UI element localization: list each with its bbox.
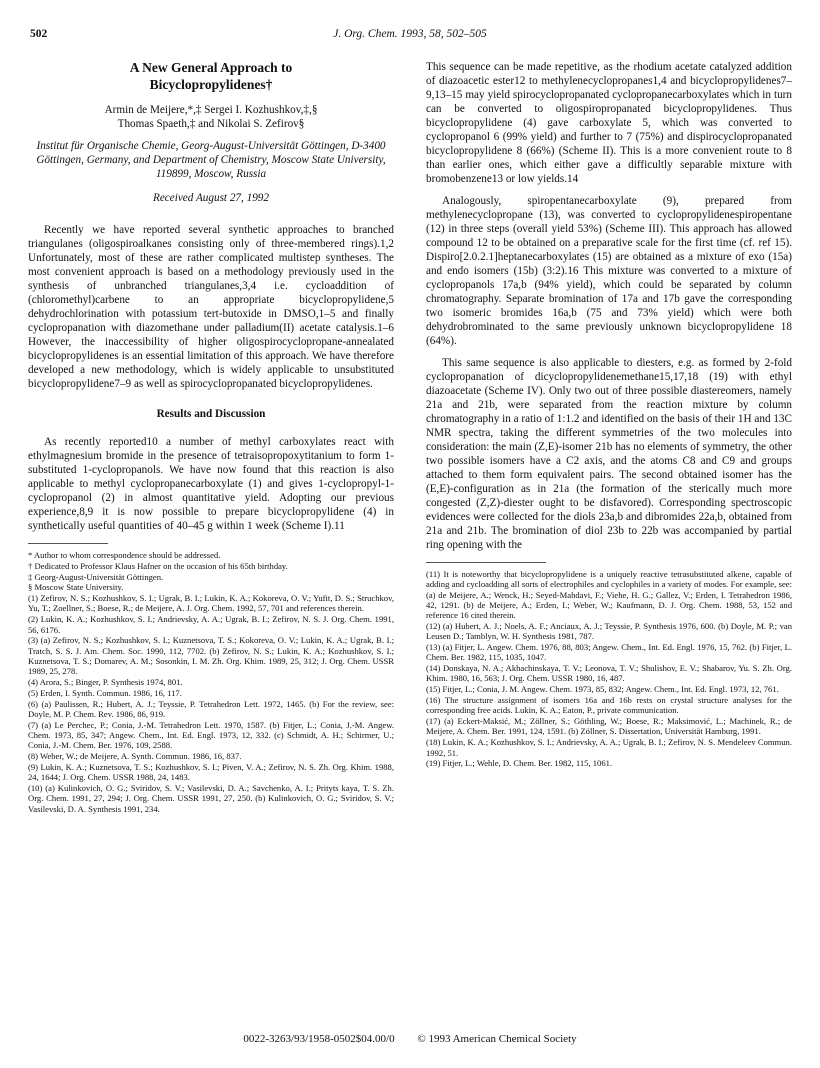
reference-item: (7) (a) Le Perchec, P.; Conia, J.-M. Tetrahedron Lett. 1970, 1587. (b) Fitjer, L.; Conia, J.-M. Angew. Chem. 1973, 85, 347; Angew. Chem., Int. Ed. Engl. 1973, 12, 332. (c) Schmidt, A. H.; Schirmer, U.; Conia, J.-M. Chem. Ber. 1976, 109, 2588. [28,719,394,751]
reference-item: (10) (a) Kulinkovich, O. G.; Sviridov, S. V.; Vasilevski, D. A.; Savchenko, A. I.; Prityts kaya, T. S. Zh. Org. Chem. 1991, 27, 294; J. Org. Chem. USSR 1991, 27, 250. (b) Kulinkovich, O. G.; Sviridov, S. V.; Vasilevski, D. A. Synthesis 1991, 234. [28,783,394,814]
authors-line-1: Armin de Meijere,*,‡ Sergei I. Kozhushkov,‡,§ [104,104,318,116]
body-paragraph: This same sequence is also applicable to diesters, e.g. as formed by 2-fold cyclopropanation of dicyclopropylidenemethane15,17,18 (19) with ethyl diazoacetate (Scheme IV). Only two out of three possible diastereomers, namely 21a and 21b, were separated from the reaction mixture by column chromatography in a ratio of 1:1.2 and identified on the basis of their 1H and 13C NMR spectra, taking the different symmetries of the two molecules into consideration: the main (Z,E)-isomer 21b has no elements of symmetry, the other two possible isomers have a C2 axis, and the atoms C8 and C9 and groups attached to them form equivalent pairs. The second obtained isomer has the (E,E)-configuration as in 21a (the formation of the sterically much more congested (Z,Z)-diester ought to be disfavored). Corresponding spectroscopic evidences were collected for the diols 23a,b and dibromides 22a,b, obtained from 21a and 21b. The bromination of diol 23b to 22b was accompanied by partial ring opening with the [426,357,792,551]
section-heading: Results and Discussion [156,408,266,420]
page-number: 502 [30,28,48,40]
reference-item: (13) (a) Fitjer, L. Angew. Chem. 1976, 88, 803; Angew. Chem., Int. Ed. Engl. 1976, 15, 762. (b) Fitjer, L. Chem. Ber. 1982, 115, 1035, 1047. [426,642,792,663]
reference-list [28,593,394,814]
reference-item: (19) Fitjer, L.; Wehle, D. Chem. Ber. 1982, 115, 1061. [426,758,613,769]
left-column [28,60,394,814]
reference-item: (15) Fitjer, L.; Conia, J. M. Angew. Chem. 1973, 85, 832; Angew. Chem., Int. Ed. Engl. 1973, 12, 761. [426,684,779,695]
running-header [30,28,790,44]
reference-item: (9) Lukin, K. A.; Kuznetsova, T. S.; Kozhushkov, S. I.; Piven, V. A.; Zefirov, N. S. Zh. Org. Khim. 1988, 24, 1644; J. Org. Chem. USSR 1988, 24, 1483. [28,761,394,783]
reference-item: (18) Lukin, K. A.; Kozhushkov, S. I.; Andrievsky, A. A.; Ugrak, B. I.; Zefirov, N. S. Mendeleev Commun. 1992, 51. [426,737,792,758]
reference-item: (2) Lukin, K. A.; Kozhushkov, S. I.; Andrievsky, A. A.; Ugrak, B. I.; Zefirov, N. S. J. Org. Chem. 1991, 56, 6176. [28,614,394,635]
body-paragraph: Analogously, spiropentanecarboxylate (9), prepared from methylenecyclopropane (13), was converted to cyclopropylidenespiropentane (12) in three steps (overall yield 53%) (Scheme III). This approach has allowed compound 12 to be obtained on a preparative scale for the first time (cf. ref 15). Dispiro[2.0.2.1]heptanecarboxylates (15) are obtained as a mixture of exo (15a) and endo isomers (15b) (3:2).16 This mixture was converted to a mixture of cyclopropanols 17a,b (94% yield), which could be separated by column chromatography. Separate bromination of 17a and 17b gave the corresponding two isomeric bromides 16a,b (75 and 73% yield) which were both dehydrobrominated to the same previously unknown bicyclopropylidene 18 (64%). [426,195,792,347]
reference-item: (12) (a) Hubert, A. J.; Noels, A. F.; Anciaux, A. J.; Teyssie, P. Synthesis 1976, 600. (b) Doyle, M. P.; van Leusen D.; Tamblyn, W. H. Synthesis 1981, 787. [426,620,792,642]
notes-divider [426,562,546,563]
page-footer [0,1033,820,1045]
author-list [28,103,394,131]
reference-item: (16) The structure assignment of isomers 16a and 16b rests on crystal structure analyses for the corresponding free acids. Lukin, K. A.; Eaton, P., private communication. [426,695,792,716]
footnotes [28,550,394,593]
authors-line-2: Thomas Spaeth,‡ and Nikolai S. Zefirov§ [117,118,305,130]
body-paragraph: This sequence can be made repetitive, as the rhodium acetate catalyzed addition of diazoacetic ester12 to methylenecyclopropanes1,4 and bicyclopropylidenes7–9,13–15 may yield spirocyclopropanated cyclopropanecarboxylates which in turn can be converted to oligospiropropanated bicyclopropylidenes. Thus bicyclopropylidene (4) gave carboxylate 5, which was converted to cyclopropanol 6 (99% yield) and further to 7 (75%) and dispirocyclopropanated bicyclopropylidene 8 (66%) (Scheme II). This is a more convenient route to 8 than earlier ones, which either gave a difficultly separable mixture with bromobenzene13 or low yields.14 [426,61,792,185]
footnote: ‡ Georg-August-Universität Göttingen. [28,571,164,582]
footnote-divider [28,543,108,544]
right-column [426,60,792,769]
reference-item: (5) Erden, I. Synth. Commun. 1986, 16, 117. [28,687,182,698]
reference-item: (17) (a) Eckert-Maksić, M.; Zöllner, S.; Göthling, W.; Boese, R.; Maksimović, L.; Machinek, R.; de Meijere, A. Chem. Ber. 1991, 124, 1591. (b) Zöllner, S. Dissertation, Universität Hamburg, 1991. [426,716,792,737]
title-line-2: Bicyclopropylidenes† [149,76,273,92]
reference-item: (3) (a) Zefirov, N. S.; Kozhushkov, S. I.; Kuznetsova, T. S.; Kokoreva, O. V.; Lukin, K. A.; Ugrak, B. I.; Tratch, S. S. J. Am. Chem. Soc. 1990, 112, 7702. (b) Zefirov, N. S.; Lukin, K. A.; Kozhushkov, S. I.; Kuznetsova, T. S.; Domarev, A. M.; Sosonkin, I. M. Zh. Org. Khim. 1989, 25, 312; J. Org. Chem. USSR 1989, 25, 278. [28,635,394,677]
received-date: Received August 27, 1992 [153,192,269,204]
intro-paragraph: Recently we have reported several synthetic approaches to branched triangulanes (oligospiroalkanes consisting only of three-membered rings).1,2 Unfortunately, most of these are rather complicated multistep syntheses. The most convenient approach is based on a methodology previously used in the synthesis of unbranched triangulanes,3,4 i.e. cycloaddition of (chloromethyl)carbene to an appropriate bicyclopropylidene,5 dehydrochlorination with potassium tert-butoxide in DMSO,1–5 and finally cyclopropanation with diazomethane under palladium(II) acetate catalysis.1–6 However, the inaccessibility of higher oligospirocyclopropane-annealated bicyclopropylidenes is an essential limitation of this approach. We have therefore developed a new methodology, which is widely applicable to unsubstituted bicyclopropylidene7–9 as well as spirocyclopropanated bicyclopropylidenes. [28,224,394,390]
title-line-1: A New General Approach to [129,60,293,75]
article-code: 0022-3263/93/1958-0502$04.00/0 [243,1033,395,1045]
reference-item: (6) (a) Paulissen, R.; Hubert, A. J.; Teyssie, P. Tetrahedron Lett. 1972, 1465. (b) For the review, see: Doyle, M. P. Chem. Rev. 1986, 86, 919. [28,698,394,719]
running-title: J. Org. Chem. 1993, 58, 502–505 [333,28,487,40]
footnote: * Author to whom correspondence should be addressed. [28,550,221,560]
reference-item: (14) Donskaya, N. A.; Akhachinskaya, T. V.; Leonova, T. V.; Shulishov, E. V.; Shabarov, Yu. S. Zh. Org. Khim. 1980, 16, 563; J. Org. Chem. USSR 1980, 16, 487. [426,663,792,684]
reference-item: (1) Zefirov, N. S.; Kozhushkov, S. I.; Ugrak, B. I.; Lukin, K. A.; Kokoreva, O. V.; Yufit, D. S.; Struchkov, Yu, T.; Zoellner, S.; Boese, R.; de Meijere, A. J. Org. Chem. 1992, 57, 701 and references therein. [28,593,394,614]
footnote: † Dedicated to Professor Klaus Hafner on the occasion of his 65th birthday. [28,560,288,571]
results-paragraph: As recently reported10 a number of methyl carboxylates react with ethylmagnesium bromide in the presence of tetraisopropoxytitanium to form 1-substituted 1-cyclopropanols. We have now found that this reaction is also applicable to methyl cyclopropanecarboxylate (1) and gives 1-cyclopropyl-1-cyclopropanol (2) in almost quantitative yield. Adopting our previous experience,8,9 it is now possible to prepare bicyclopropylidene (4) in synthetically useful quantities of 40–45 g within 1 week (Scheme I).11 [28,436,394,532]
reference-list [426,569,792,769]
footnote: § Moscow State University. [28,582,124,593]
reference-item: (8) Weber, W.; de Meijere, A. Synth. Commun. 1986, 16, 837. [28,751,242,762]
reference-item: (4) Arora, S.; Binger, P. Synthesis 1974, 801. [28,677,183,688]
article-title [28,60,394,93]
copyright-notice: © 1993 American Chemical Society [417,1033,577,1045]
reference-item: (11) It is noteworthy that bicyclopropylidene is a uniquely reactive tetrasubstituted alkene, capable of adding and cycloadding all sorts of electrophiles and cyclophiles in a variety of modes. For example, see: (a) de Meijere, A.; Wenck, H.; Seyed-Mahdavi, F.; Viehe, H. G.; Gallez, V.; Erden, I. Tetrahedron 1986, 42, 1291. (b) de Meijere, A.; Erden, I.; Weber, W.; Kaufmann, D. J. Org. Chem. 1988, 53, 152 and reference 16 cited therein. [426,569,792,621]
affiliation: Institut für Organische Chemie, Georg-August-Universität Göttingen, D-3400 Göttingen, Germany, and Department of Chemistry, Moscow State University, 119899, Moscow, Russia [36,140,386,180]
